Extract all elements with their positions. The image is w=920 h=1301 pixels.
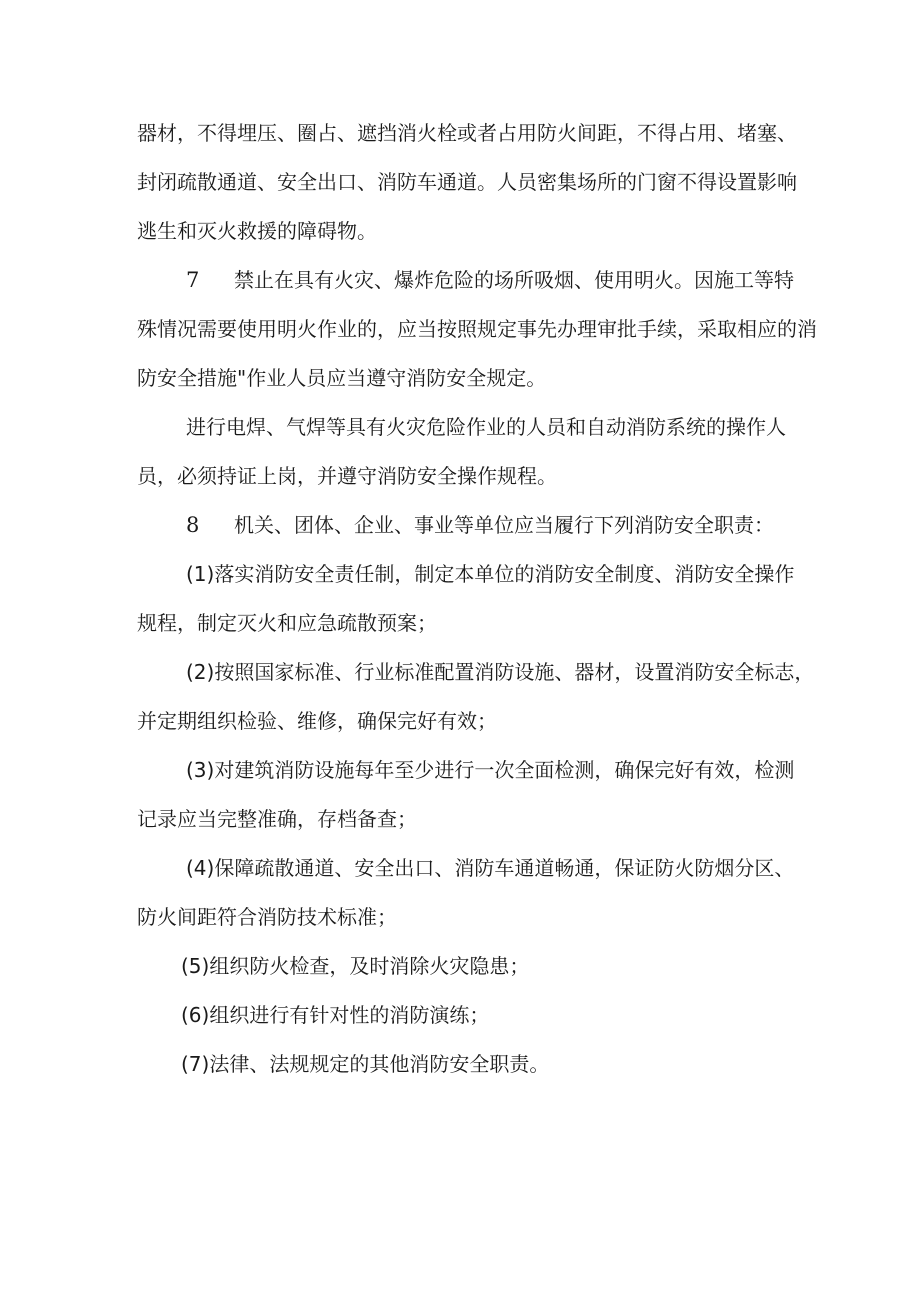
paragraph-line: 封闭疏散通道、安全出口、消防车通道。人员密集场所的门窗不得设置影响 bbox=[137, 170, 797, 194]
list-item-line: (5)组织防火检查，及时消除火灾隐患； bbox=[181, 954, 530, 978]
numbered-paragraph-line bbox=[186, 263, 794, 297]
list-item-line: (6)组织进行有针对性的消防演练； bbox=[181, 1003, 490, 1027]
paragraph-line: 防安全措施"作业人员应当遵守消防安全规定。 bbox=[137, 366, 547, 390]
paragraph-line: 进行电焊、气焊等具有火灾危险作业的人员和自动消防系统的操作人 bbox=[186, 415, 786, 439]
list-item-line: (2)按照国家标准、行业标准配置消防设施、器材，设置消防安全标志， bbox=[186, 660, 815, 684]
paragraph-line: 逃生和灭火救援的障碍物。 bbox=[137, 219, 377, 243]
paragraph-line: 器材，不得埋压、圈占、遮挡消火栓或者占用防火间距，不得占用、堵塞、 bbox=[137, 121, 797, 145]
list-item-line: 并定期组织检验、维修，确保完好有效； bbox=[137, 709, 497, 733]
paragraph-line: 殊情况需要使用明火作业的，应当按照规定事先办理审批手续，采取相应的消 bbox=[137, 317, 817, 341]
list-item-line: 规程，制定灭火和应急疏散预案； bbox=[137, 611, 437, 635]
paragraph-line: 员，必须持证上岗，并遵守消防安全操作规程。 bbox=[137, 464, 557, 488]
list-item-line: (1)落实消防安全责任制，制定本单位的消防安全制度、消防安全操作 bbox=[186, 562, 795, 586]
list-item-line: (7)法律、法规规定的其他消防安全职责。 bbox=[181, 1052, 550, 1076]
list-item-line: (4)保障疏散通道、安全出口、消防车通道畅通，保证防火防烟分区、 bbox=[186, 856, 795, 880]
list-item-line: (3)对建筑消防设施每年至少进行一次全面检测，确保完好有效，检测 bbox=[186, 758, 795, 782]
clause-number: 8 bbox=[186, 513, 200, 537]
numbered-paragraph-line bbox=[186, 508, 774, 542]
list-item-line: 防火间距符合消防技术标准； bbox=[137, 905, 397, 929]
paragraph-text: 禁止在具有火灾、爆炸危险的场所吸烟、使用明火。因施工等特 bbox=[234, 268, 794, 292]
clause-number: 7 bbox=[186, 268, 200, 292]
paragraph-text: 机关、团体、企业、事业等单位应当履行下列消防安全职责： bbox=[234, 513, 774, 537]
list-item-line: 记录应当完整准确，存档备查； bbox=[137, 807, 417, 831]
